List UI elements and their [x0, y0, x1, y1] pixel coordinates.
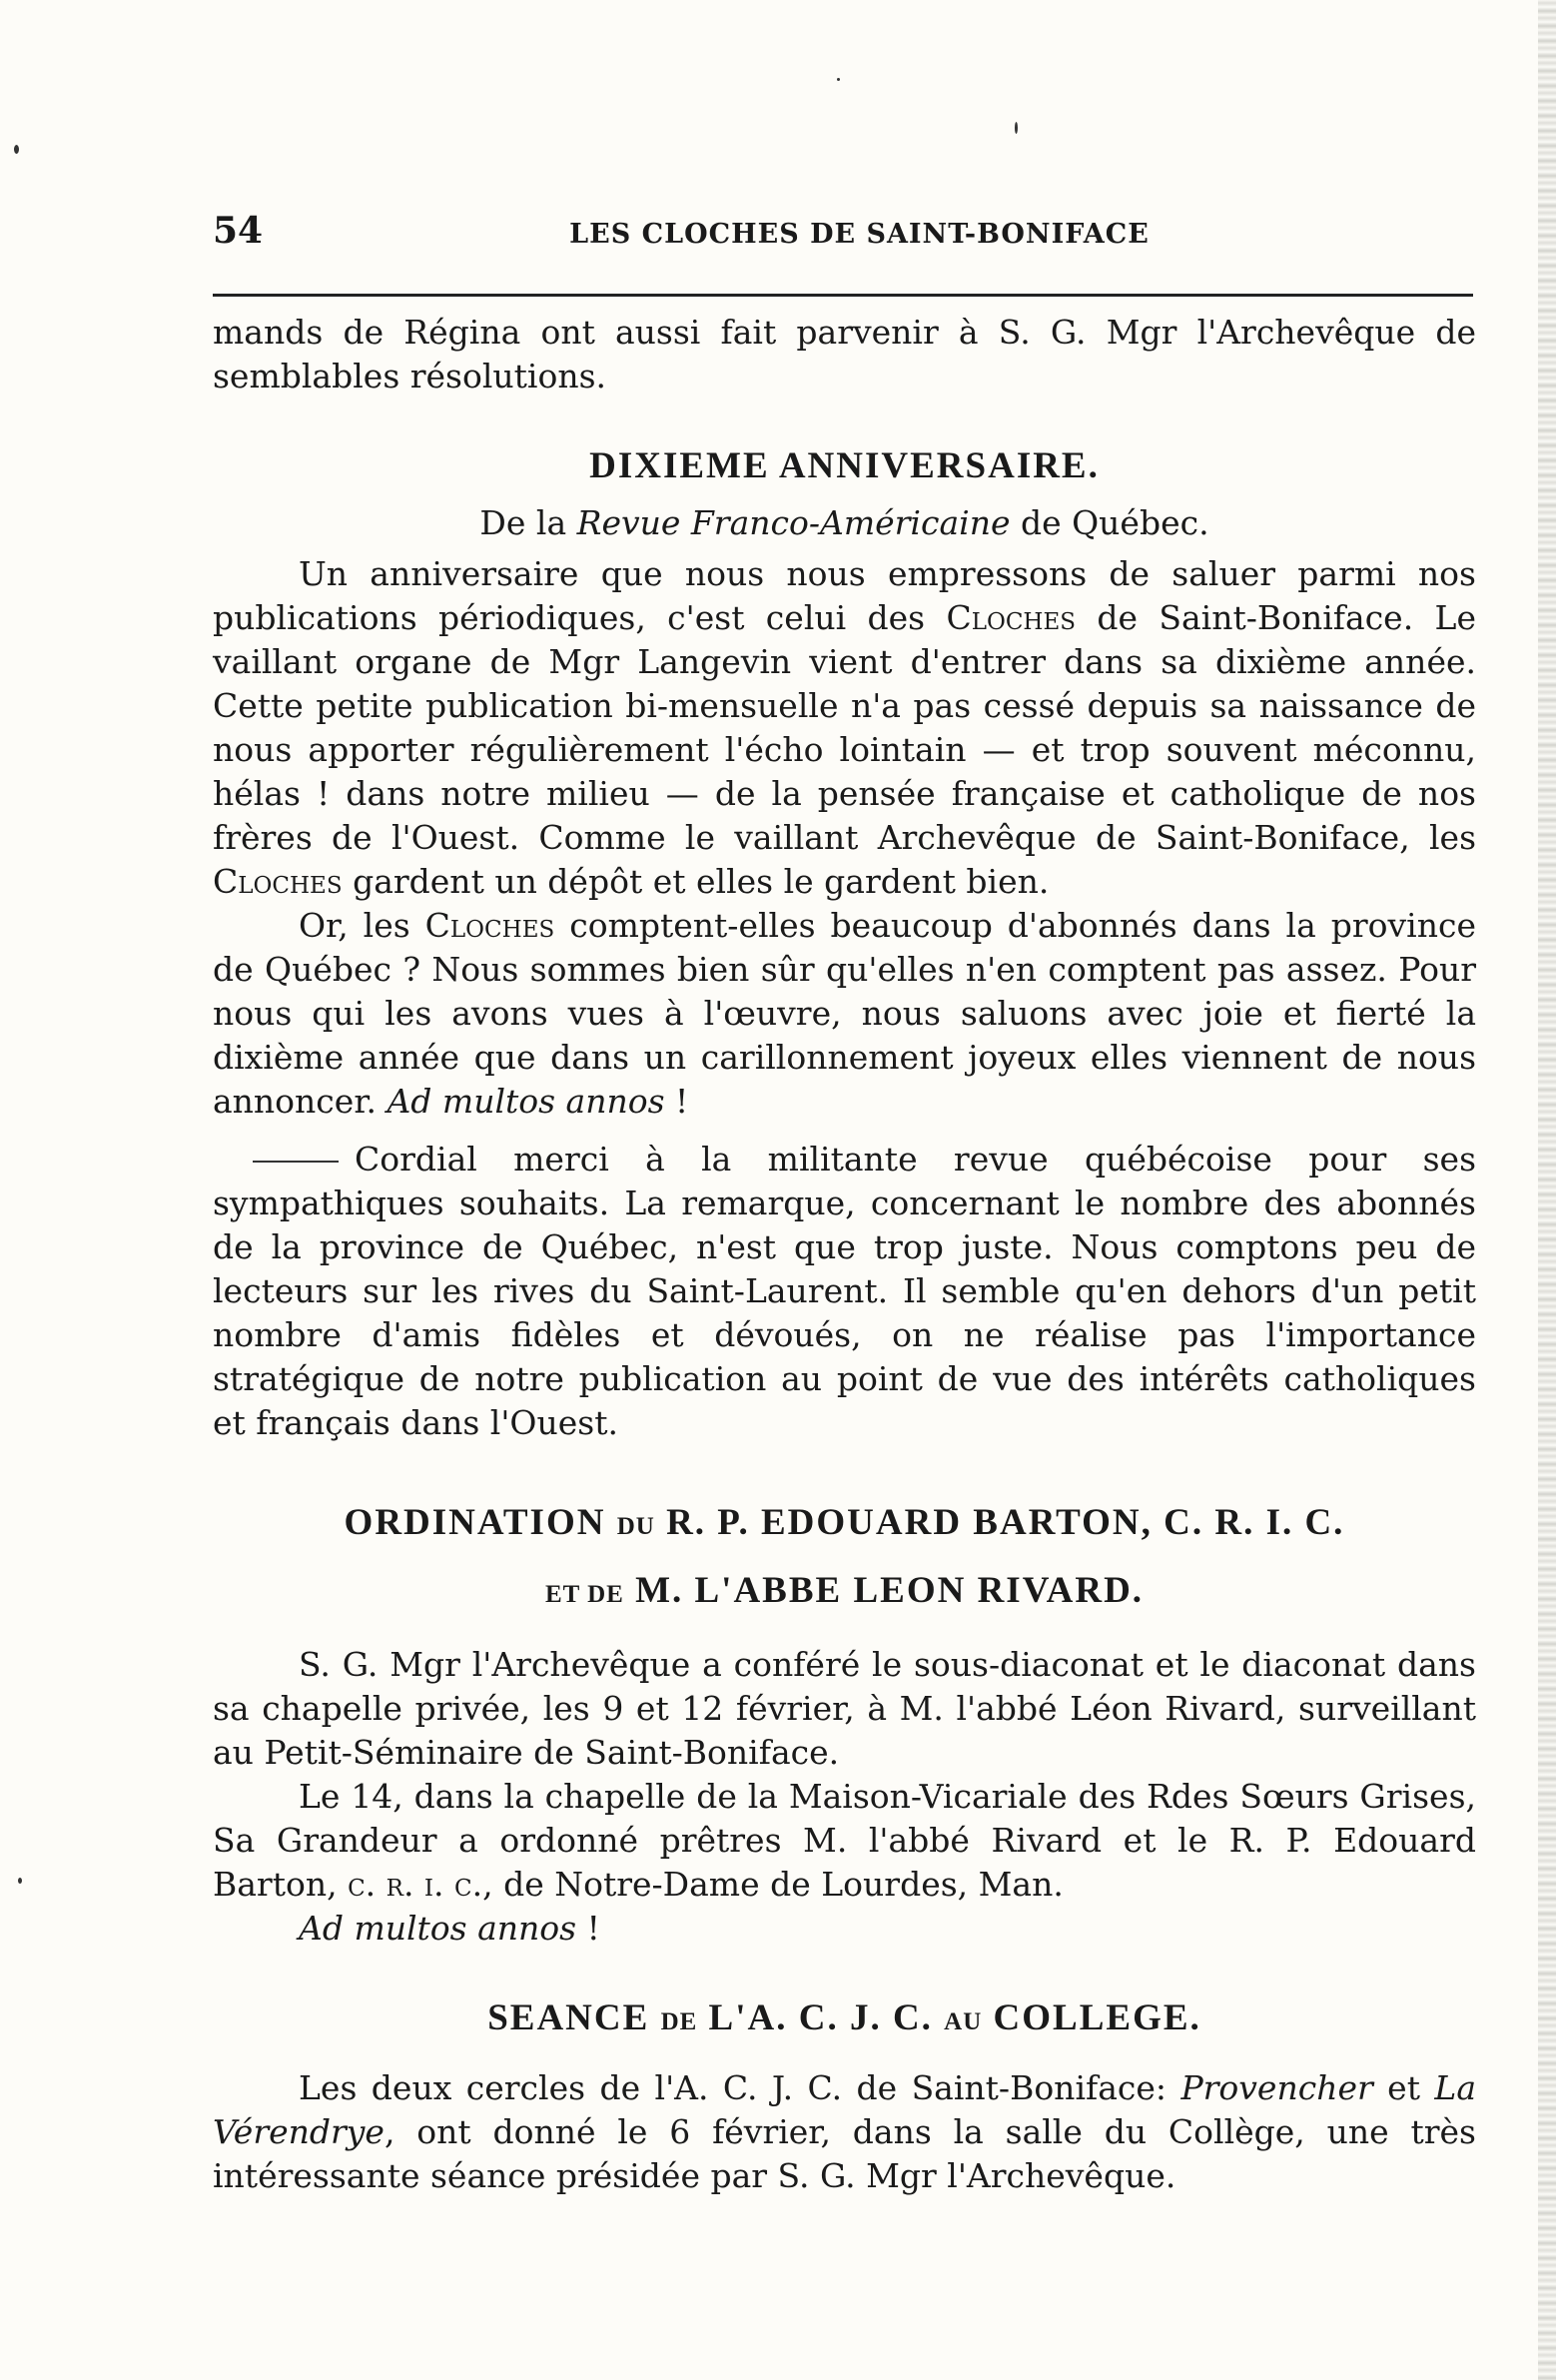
source-line	[213, 500, 1476, 546]
seance-paragraph-1	[213, 2066, 1476, 2198]
header-rule	[213, 294, 1473, 297]
text-run: de Saint-Boniface. Le vaillant organe de Mgr Langevin vient d'entrer dans sa dixième année. Cette petite publication bi-mensuelle n'a pas cessé depuis sa naissance de nous apporter régulièrement l'écho lointain — et trop souvent méconnu, hélas ! dans notre milieu — de la pensée française et catholique de nos frères de l'Ouest. Comme le vaillant Archevêque de Saint-Boniface, les	[213, 598, 1476, 857]
title-run: SEANCE	[487, 1997, 661, 2038]
page-edge-shadow	[1538, 0, 1556, 2380]
text-run: comptent-elles beaucoup d'abonnés dans la province de Québec ? Nous sommes bien sûr qu'elles n'en comptent pas assez. Pour nous qui les avons vues à l'œuvre, nous saluons avec joie et fierté la dixième année que dans un carillonnement joyeux elles viennent de nous annoncer.	[213, 906, 1476, 1121]
small-caps-run: Cloches	[946, 598, 1077, 637]
title-run: ORDINATION	[344, 1502, 617, 1543]
text-run: et	[1372, 2068, 1435, 2107]
document-page	[213, 210, 1476, 2198]
small-caps-run: Cloches	[424, 906, 555, 945]
continuation-paragraph: mands de Régina ont aussi fait parvenir à S. G. Mgr l'Archevêque de semblables résolutions.	[213, 313, 1476, 396]
title-small-run: ET DE	[544, 1581, 624, 1608]
title-run: M. L'ABBE LEON RIVARD.	[623, 1570, 1145, 1611]
title-small-run: DU	[616, 1513, 655, 1540]
page-header	[213, 210, 1476, 276]
text-run: , de Notre-Dame de Lourdes, Man.	[482, 1865, 1064, 1904]
text-run: !	[576, 1909, 600, 1948]
small-caps-run: Cloches	[213, 862, 343, 901]
anniversaire-paragraph-2	[213, 904, 1476, 1124]
em-dash-rule	[253, 1161, 339, 1163]
print-speck	[18, 1878, 22, 1884]
italic-run: Ad multos annos	[387, 1082, 665, 1121]
text-run: Un anniversaire que nous nous empressons de saluer parmi nos publications périodiques, c'est celui des	[213, 554, 1476, 637]
source-prefix: De la	[479, 503, 577, 542]
section-subtitle-ordination	[213, 1567, 1476, 1619]
italic-run: La Vérendrye	[213, 2068, 1476, 2151]
anniversaire-paragraph-1	[213, 552, 1476, 904]
title-small-run: AU	[944, 2008, 983, 2035]
ordination-paragraph-3	[213, 1907, 1476, 1951]
title-run: L'A. C. J. C.	[697, 1997, 945, 2038]
section-title-ordination	[213, 1499, 1476, 1551]
editor-reply-paragraph	[213, 1138, 1476, 1445]
title-small-run: DE	[660, 2008, 698, 2035]
text-run: Cordial merci à la militante revue québécoise pour ses sympathiques souhaits. La remarque, concernant le nombre des abonnés de la province de Québec, n'est que trop juste. Nous comptons peu de lecteurs sur les rives du Saint-Laurent. Il semble qu'en dehors d'un petit nombre d'amis fidèles et dévoués, on ne réalise pas l'importance stratégique de notre publication au point de vue des intérêts catholiques et français dans l'Ouest.	[213, 1140, 1476, 1442]
italic-run: Ad multos annos	[299, 1909, 577, 1948]
page-number: 54	[213, 210, 264, 252]
section-title-seance	[213, 1994, 1476, 2046]
title-run: COLLEGE.	[982, 1997, 1201, 2038]
ordination-paragraph-1: S. G. Mgr l'Archevêque a conféré le sous-diaconat et le diaconat dans sa chapelle privée, les 9 et 12 février, à M. l'abbé Léon Rivard, surveillant au Petit-Séminaire de Saint-Boniface.	[213, 1645, 1476, 1772]
print-speck	[14, 145, 19, 154]
text-run: !	[664, 1082, 689, 1121]
text-run: Le 14, dans la chapelle de la Maison-Vicariale des Rdes Sœurs Grises, Sa Grandeur a ordonné prêtres M. l'abbé Rivard et le R. P. Edouard Barton,	[213, 1777, 1476, 1904]
running-title: LES CLOCHES DE SAINT-BONIFACE	[569, 219, 1150, 250]
source-publication: Revue Franco-Américaine	[576, 503, 1011, 542]
section-title-anniversaire: DIXIEME ANNIVERSAIRE.	[589, 445, 1100, 486]
title-run: R. P. EDOUARD BARTON, C. R. I. C.	[654, 1502, 1345, 1543]
text-run: , ont donné le 6 février, dans la salle du Collège, une très intéressante séance présidée par S. G. Mgr l'Archevêque.	[213, 2112, 1476, 2195]
source-suffix: de Québec.	[1010, 503, 1209, 542]
print-speck	[837, 78, 840, 81]
ordination-paragraph-2	[213, 1775, 1476, 1907]
italic-run: Provencher	[1180, 2068, 1373, 2107]
print-speck	[1015, 122, 1018, 134]
text-run: Or, les	[299, 906, 425, 945]
text-run: gardent un dépôt et elles le gardent bien.	[342, 862, 1050, 901]
text-run: Les deux cercles de l'A. C. J. C. de Saint-Boniface:	[299, 2068, 1181, 2107]
small-caps-run: c. r. i. c.	[348, 1865, 483, 1904]
